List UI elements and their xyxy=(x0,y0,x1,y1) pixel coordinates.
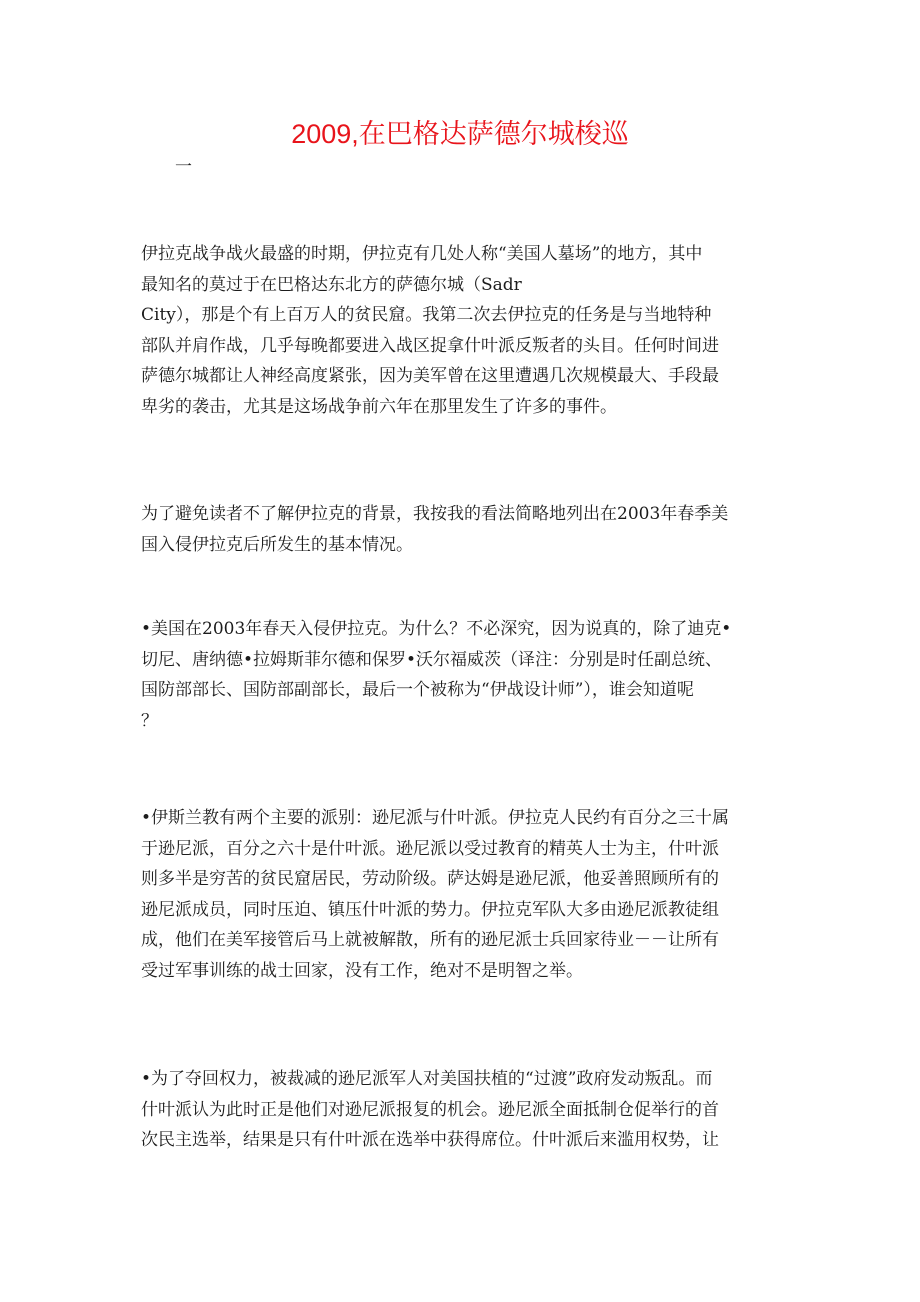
bullet-paragraph-sects xyxy=(141,803,781,986)
bullet-paragraph-invasion xyxy=(141,614,781,736)
text-line: •美国在2003年春天入侵伊拉克。为什么？不必深究，因为说真的，除了迪克• xyxy=(141,619,732,639)
text-line: 国入侵伊拉克后所发生的基本情况。 xyxy=(141,534,413,555)
document-title: 2009,在巴格达萨德尔城梭巡 xyxy=(291,119,629,149)
text-line: 为了避免读者不了解伊拉克的背景，我按我的看法简略地列出在2003年春季美 xyxy=(141,504,729,524)
text-line: 受过军事训练的战士回家，没有工作，绝对不是明智之举。 xyxy=(141,960,583,981)
text-line: 逊尼派成员，同时压迫、镇压什叶派的势力。伊拉克军队大多由逊尼派教徒组 xyxy=(141,899,719,920)
text-line: 成，他们在美军接管后马上就被解散，所有的逊尼派士兵回家待业－－让所有 xyxy=(141,930,719,950)
text-line: 国防部部长、国防部副部长，最后一个被称为“伊战设计师”），谁会知道呢 xyxy=(141,680,694,700)
text-line: City），那是个有上百万人的贫民窟。我第二次去伊拉克的任务是与当地特种 xyxy=(141,305,712,325)
text-line: 则多半是穷苦的贫民窟居民，劳动阶级。萨达姆是逊尼派，他妥善照顾所有的 xyxy=(141,869,719,889)
text-line: •伊斯兰教有两个主要的派别：逊尼派与什叶派。伊拉克人民约有百分之三十属 xyxy=(141,808,730,828)
text-line: 于逊尼派，百分之六十是什叶派。逊尼派以受过教育的精英人士为主，什叶派 xyxy=(141,838,719,859)
bullet-paragraph-insurgency xyxy=(141,1064,781,1156)
paragraph-intro xyxy=(141,239,781,422)
text-line: 什叶派认为此时正是他们对逊尼派报复的机会。逊尼派全面抵制仓促举行的首 xyxy=(141,1099,719,1120)
text-line: 卑劣的袭击，尤其是这场战争前六年在那里发生了许多的事件。 xyxy=(141,396,617,417)
section-number: 一 xyxy=(175,157,192,177)
text-line: 切尼、唐纳德•拉姆斯菲尔德和保罗•沃尔福威茨（译注：分别是时任副总统、 xyxy=(141,649,723,670)
text-line: 伊拉克战争战火最盛的时期，伊拉克有几处人称“美国人墓场”的地方，其中 xyxy=(141,244,703,264)
text-line: 最知名的莫过于在巴格达东北方的萨德尔城（Sadr xyxy=(141,274,522,295)
text-line: ？ xyxy=(141,710,158,731)
text-line: 部队并肩作战，几乎每晚都要进入战区捉拿什叶派反叛者的头目。任何时间进 xyxy=(141,335,719,356)
text-line: 次民主选举，结果是只有什叶派在选举中获得席位。什叶派后来滥用权势，让 xyxy=(141,1130,719,1150)
text-line: •为了夺回权力，被裁减的逊尼派军人对美国扶植的“过渡”政府发动叛乱。而 xyxy=(141,1069,713,1089)
text-line: 萨德尔城都让人神经高度紧张，因为美军曾在这里遭遇几次规模最大、手段最 xyxy=(141,366,719,386)
paragraph-background xyxy=(141,499,781,560)
